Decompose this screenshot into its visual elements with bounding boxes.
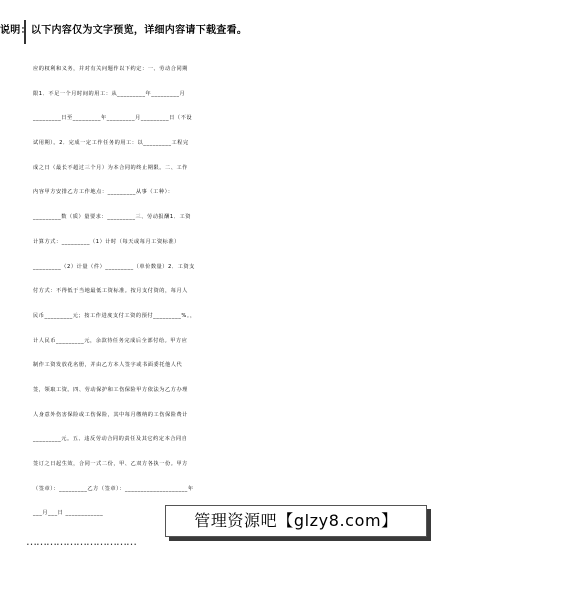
contract-text xyxy=(33,57,573,526)
text-line: _________元。五、违反劳动合同的责任及其它约定本合同自 xyxy=(33,436,188,443)
trailing-dots: …………………………… xyxy=(26,535,136,548)
text-line: 付方式：不得低于当地最低工资标准。按月支付资的，每月人 xyxy=(33,288,188,295)
watermark-banner: 管理资源吧【glzy8.com】 xyxy=(165,505,427,537)
text-line: _________（2）计量（件）_________（单价数量）2．工资支 xyxy=(33,263,195,270)
text-line: （签章）：_________乙方（签章）：____________________年 xyxy=(33,485,194,492)
text-line: 内容甲方安排乙方工作地点：_________从事（工种）： xyxy=(33,189,174,196)
text-line: 计人民币_________元，余款待任务完成后全部付给。甲方应 xyxy=(33,337,188,344)
text-line: 限1．不足一个月时间的用工：从_________年_________月 xyxy=(33,90,186,97)
text-line: 计算方式：_________（1）计时（每天或每月工资标准） xyxy=(33,238,180,245)
text-line: ___月___日 ____________ xyxy=(33,510,104,517)
text-line: 人身意外伤害保险或工伤保险，其中每月缴纳的工伤保险费计 xyxy=(33,411,188,418)
text-line: 应的权利和义务，并对有关问题作以下约定：一、劳动合同期 xyxy=(33,66,188,72)
text-line: 民币_________元；按工作进度支付工资的预付_________%。， xyxy=(33,312,196,319)
text-line: 签，领取工资。四、劳动保护和工伤保险甲方依法为乙方办理 xyxy=(33,386,188,393)
text-line: 成之日（最长不超过三个月）为本合同的终止期限。二、工作 xyxy=(33,164,188,171)
text-line: 试用期）。2．完成一定工作任务的用工：以_________工程完 xyxy=(33,140,189,147)
text-line: _________日至_________年_________月_________日（不设 xyxy=(33,115,193,122)
preview-notice: 说明：以下内容仅为文字预览，详细内容请下载查看。 xyxy=(0,25,248,36)
text-line: _________数（质）量要求：_________三、劳动报酬1．工资 xyxy=(33,214,191,221)
text-line: 签订之日起生效，合同一式二份，甲、乙双方各执一份。甲方 xyxy=(33,461,188,467)
text-line: 制作工资发放花名册，并由乙方本人签字或书面委托他人代 xyxy=(33,362,183,369)
